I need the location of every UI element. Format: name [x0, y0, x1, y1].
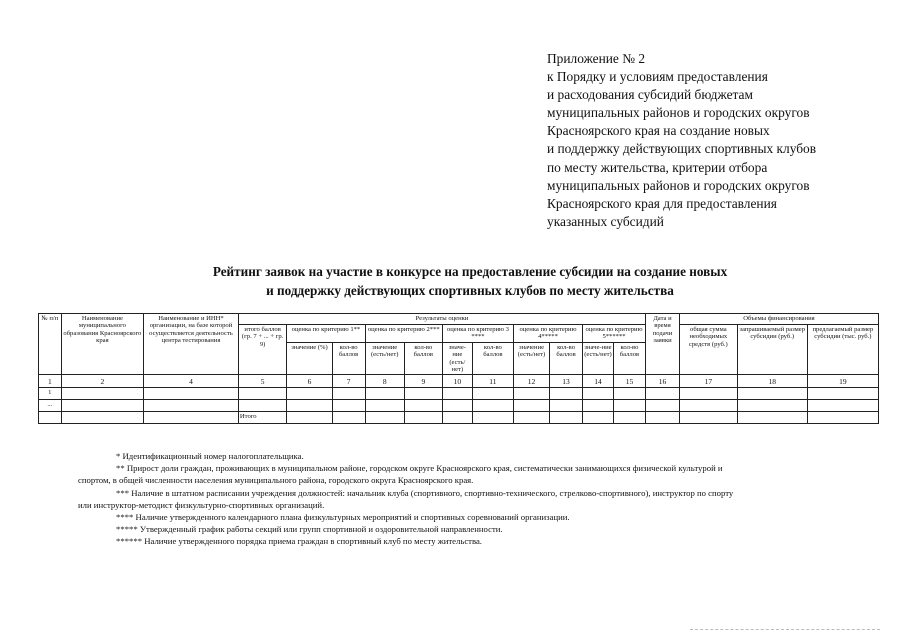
footnote-continuation: спортом, в общей численности населения муниципального района, городского округа Красноярского края.	[78, 475, 474, 486]
header-organization: Наименование и ИНН* организации, на базе которой осуществляется деятельность центра тестирования	[144, 314, 239, 375]
footnote: *** Наличие в штатном расписании учреждения должностей: начальник клуба (спортивного, спортивно-технического, стрелково-спортивного), инструктор по спорту	[116, 487, 734, 498]
criterion-1-value: значение (%)	[287, 342, 332, 375]
footnotes	[78, 450, 890, 548]
appendix-line: и расходования субсидий бюджетам	[547, 87, 753, 103]
criterion-1-points: кол-во баллов	[332, 342, 365, 375]
column-number: 15	[613, 375, 645, 388]
column-number: 12	[513, 375, 549, 388]
column-number: 1	[39, 375, 62, 388]
row-number: 1	[39, 388, 62, 400]
header-municipality: Наименование муниципального образования Красноярского края	[61, 314, 143, 375]
column-number: 2	[61, 375, 143, 388]
column-number: 13	[550, 375, 583, 388]
column-number: 6	[287, 375, 332, 388]
scan-artifact	[690, 629, 880, 631]
header-proposed-subsidy: предлагаемый размер субсидии (тыс. руб.)	[807, 325, 878, 375]
header-funding: Объемы финансирования	[679, 314, 878, 325]
column-number: 10	[442, 375, 472, 388]
column-number: 5	[238, 375, 286, 388]
table-row	[39, 400, 879, 412]
appendix-line: к Порядку и условиям предоставления	[547, 69, 768, 85]
total-row	[39, 412, 879, 424]
column-number: 14	[583, 375, 614, 388]
column-number: 16	[645, 375, 679, 388]
header-criterion-2: оценка по критерию 2***	[365, 325, 442, 343]
title-line-1: Рейтинг заявок на участие в конкурсе на предоставление субсидии на создание новых	[212, 264, 728, 279]
criterion-3-value: значе-ние (есть/нет)	[442, 342, 472, 375]
footnote: **** Наличие утвержденного календарного плана физкультурных мероприятий и спортивных соревнований организации.	[116, 512, 570, 523]
column-number: 11	[472, 375, 513, 388]
column-number: 9	[404, 375, 442, 388]
column-number: 7	[332, 375, 365, 388]
criterion-2-points: кол-во баллов	[404, 342, 442, 375]
criterion-5-value: значе-ние (есть/нет)	[583, 342, 614, 375]
header-criterion-5: оценка по критерию 5******	[583, 325, 646, 343]
header-criterion-1: оценка по критерию 1**	[287, 325, 365, 343]
appendix-line: указанных субсидий	[547, 213, 664, 229]
appendix-line: и поддержку действующих спортивных клубов	[547, 141, 817, 157]
header-date: Дата и время подачи заявки	[645, 314, 679, 375]
criterion-3-points: кол-во баллов	[472, 342, 513, 375]
column-number-row	[39, 375, 879, 388]
criterion-4-points: кол-во баллов	[550, 342, 583, 375]
column-number: 17	[679, 375, 737, 388]
criterion-4-value: значение (есть/нет)	[513, 342, 549, 375]
column-number: 8	[365, 375, 404, 388]
appendix-line: муниципальных районов и городских округов	[547, 177, 810, 193]
header-number: № п/п	[39, 314, 62, 375]
column-number: 18	[737, 375, 807, 388]
appendix-line: муниципальных районов и городских округов	[547, 105, 810, 121]
footnote: ****** Наличие утвержденного порядка приема граждан в спортивный клуб по месту жительства.	[116, 536, 482, 547]
header-results: Результаты оценки	[238, 314, 645, 325]
table-row	[39, 388, 879, 400]
total-label: Итого	[238, 412, 286, 424]
header-criterion-4: оценка по критерию 4*****	[513, 325, 582, 343]
header-criterion-3: оценка по критерию 3 ****	[442, 325, 513, 343]
appendix-header	[547, 50, 887, 231]
appendix-line: Красноярского края для предоставления	[547, 195, 777, 211]
column-number: 4	[144, 375, 239, 388]
header-requested-subsidy: запрашиваемый размер субсидии (руб.)	[737, 325, 807, 375]
header-total-points: итого баллов (гр. 7 + ... + гр. 9)	[238, 325, 286, 375]
appendix-line: по месту жительства, критерии отбора	[547, 159, 768, 175]
appendix-line: Приложение № 2	[547, 51, 646, 66]
criterion-2-value: значение (есть/нет)	[365, 342, 404, 375]
criterion-5-points: кол-во баллов	[613, 342, 645, 375]
footnote: * Идентификационный номер налогоплательщика.	[116, 451, 304, 461]
footnote-continuation: или инструктор-методист физкультурно-спортивных организаций.	[78, 499, 325, 510]
appendix-line: Красноярского края на создание новых	[547, 123, 770, 139]
document-title	[150, 262, 790, 300]
footnote: ***** Утвержденный график работы секций или групп спортивной и оздоровительной направленности.	[116, 524, 503, 535]
row-number-dots: ...	[39, 400, 62, 412]
rating-table	[38, 313, 879, 424]
footnote: ** Прирост доли граждан, проживающих в муниципальном районе, городском округе Красноярского края, систематически занимающихся физической культурой и	[116, 463, 723, 474]
column-number: 19	[807, 375, 878, 388]
header-total-sum: общая сумма необходимых средств (руб.)	[679, 325, 737, 375]
title-line-2: и поддержку действующих спортивных клубов по месту жительства	[266, 283, 674, 298]
